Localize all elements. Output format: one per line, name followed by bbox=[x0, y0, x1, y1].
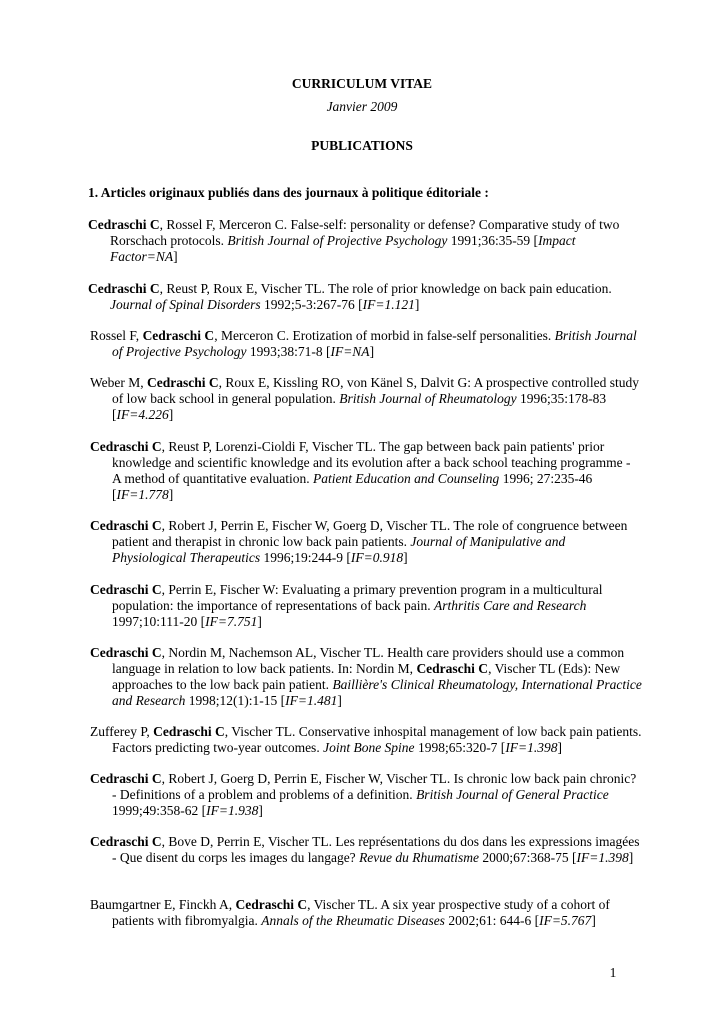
impact-factor: IF=1.398 bbox=[505, 740, 558, 755]
cv-title: CURRICULUM VITAE bbox=[291, 76, 433, 91]
publication-entry: Cedraschi C, Robert J, Perrin E, Fischer W, Goerg D, Vischer TL. The role of congruence between patient and therapist in chronic low back pain patients. Journal of Manipulative and Physiological Therapeutics 1996;19:244-9 [IF=0.918] bbox=[90, 518, 628, 565]
journal-name: Revue du Rhumatisme bbox=[359, 850, 480, 865]
impact-factor: IF=1.398 bbox=[576, 850, 629, 865]
journal-name: Journal of Manipulative and Physiological Therapeutics bbox=[112, 534, 566, 565]
journal-name: British Journal of General Practice bbox=[416, 787, 609, 802]
author-highlight: Cedraschi C bbox=[90, 771, 162, 786]
journal-name: British Journal of Projective Psychology bbox=[227, 233, 448, 248]
author-highlight: Cedraschi C bbox=[416, 661, 489, 676]
impact-factor: IF=5.767 bbox=[539, 913, 592, 928]
publication-entry: Cedraschi C, Reust P, Lorenzi-Cioldi F, Vischer TL. The gap between back pain patients' prior knowledge and scientific knowledge and its evolution after a back school teaching programme - A method of quantitative evaluation. Patient Education and Counseling 1996; 27:235-46 [IF=1.778] bbox=[90, 439, 631, 502]
journal-name: Journal of Spinal Disorders bbox=[110, 297, 261, 312]
journal-name: Arthritis Care and Research bbox=[434, 598, 587, 613]
author-highlight: Cedraschi C bbox=[90, 645, 162, 660]
publication-entry: Cedraschi C, Bove D, Perrin E, Vischer TL. Les représentations du dos dans les expressions imagées - Que disent du corps les images du langage? Revue du Rhumatisme 2000;67:368-75 [IF=1.398] bbox=[90, 834, 640, 865]
page-number: 1 bbox=[609, 965, 617, 980]
author-highlight: Cedraschi C bbox=[147, 375, 219, 390]
impact-factor: IF=1.778 bbox=[116, 487, 169, 502]
impact-factor: IF=1.121 bbox=[362, 297, 415, 312]
impact-factor: IF=1.481 bbox=[285, 693, 338, 708]
author-highlight: Cedraschi C bbox=[235, 897, 308, 912]
impact-factor: IF=4.226 bbox=[116, 407, 169, 422]
impact-factor: IF=0.918 bbox=[350, 550, 404, 565]
author-highlight: Cedraschi C bbox=[153, 724, 225, 739]
publication-entry: Rossel F, Cedraschi C, Merceron C. Erotization of morbid in false-self personalities. British Journal of Projective Psychology 1993;38:71-8 [IF=NA] bbox=[90, 328, 637, 359]
publication-entry: Weber M, Cedraschi C, Roux E, Kissling RO, von Känel S, Dalvit G: A prospective controlled study of low back school in general population. British Journal of Rheumatology 1996;35:178-83 [IF=4.226] bbox=[90, 375, 640, 422]
cv-date: Janvier 2009 bbox=[326, 99, 398, 114]
impact-factor: IF=NA bbox=[330, 344, 370, 359]
publication-entry: Cedraschi C, Perrin E, Fischer W: Evaluating a primary prevention program in a multicultural population: the importance of representations of back pain. Arthritis Care and Research 1997;10:111-20 [IF=7.751] bbox=[90, 582, 603, 629]
publication-entry: Zufferey P, Cedraschi C, Vischer TL. Conservative inhospital management of low back pain patients. Factors predicting two-year outcomes. Joint Bone Spine 1998;65:320-7 [IF=1.398] bbox=[90, 724, 642, 755]
author-highlight: Cedraschi C bbox=[90, 439, 162, 454]
impact-factor: IF=7.751 bbox=[205, 614, 258, 629]
publication-entry: Cedraschi C, Robert J, Goerg D, Perrin E, Fischer W, Vischer TL. Is chronic low back pain chronic? - Definitions of a problem and problems of a definition. British Journal of General Practice 1999;49:358-62 [IF=1.938] bbox=[90, 771, 637, 818]
section-title: PUBLICATIONS bbox=[311, 138, 413, 153]
journal-name: British Journal of Projective Psychology bbox=[112, 328, 637, 359]
publication-entry: Cedraschi C, Rossel F, Merceron C. False-self: personality or defense? Comparative study of two Rorschach protocols. British Journal of Projective Psychology 1991;36:35-59 [Impact Factor=NA] bbox=[88, 217, 620, 264]
author-highlight: Cedraschi C bbox=[88, 217, 160, 232]
publication-entry: Cedraschi C, Reust P, Roux E, Vischer TL. The role of prior knowledge on back pain education. Journal of Spinal Disorders 1992;5-3:267-76 [IF=1.121] bbox=[88, 281, 612, 312]
journal-name: Joint Bone Spine bbox=[323, 740, 415, 755]
publication-entry: Cedraschi C, Nordin M, Nachemson AL, Vischer TL. Health care providers should use a common language in relation to low back patients. In: Nordin M, Cedraschi C, Vischer TL (Eds): New approaches to the low back pain patient. Baillière's Clinical Rheumatology, International Practice and Research 1998;12(1):1-15 [IF=1.481] bbox=[90, 645, 642, 708]
journal-name: British Journal of Rheumatology bbox=[339, 391, 517, 406]
publication-entry: Baumgartner E, Finckh A, Cedraschi C, Vischer TL. A six year prospective study of a cohort of patients with fibromyalgia. Annals of the Rheumatic Diseases 2002;61: 644-6 [IF=5.767] bbox=[90, 897, 610, 928]
author-highlight: Cedraschi C bbox=[142, 328, 215, 343]
subsection-heading: 1. Articles originaux publiés dans des journaux à politique éditoriale : bbox=[88, 185, 489, 200]
author-highlight: Cedraschi C bbox=[88, 281, 160, 296]
author-highlight: Cedraschi C bbox=[90, 518, 162, 533]
journal-name: Baillière's Clinical Rheumatology, International Practice and Research bbox=[112, 677, 642, 708]
journal-name: Annals of the Rheumatic Diseases bbox=[261, 913, 445, 928]
impact-factor: Impact Factor=NA bbox=[110, 233, 576, 264]
impact-factor: IF=1.938 bbox=[206, 803, 259, 818]
journal-name: Patient Education and Counseling bbox=[312, 471, 500, 486]
author-highlight: Cedraschi C bbox=[90, 834, 162, 849]
author-highlight: Cedraschi C bbox=[90, 582, 162, 597]
